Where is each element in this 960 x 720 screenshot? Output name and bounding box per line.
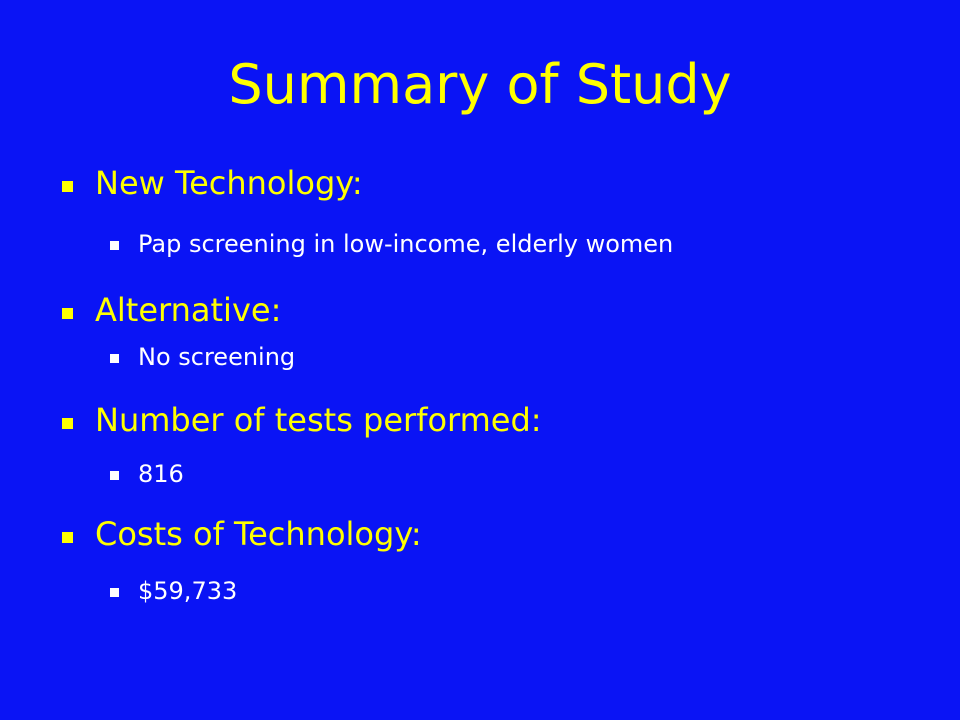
bullet-label: Costs of Technology: bbox=[95, 515, 422, 553]
square-bullet-icon bbox=[62, 181, 73, 192]
square-bullet-icon bbox=[110, 354, 119, 363]
slide-title: Summary of Study bbox=[228, 53, 732, 116]
square-bullet-icon bbox=[110, 588, 119, 597]
bullet-label: New Technology: bbox=[95, 164, 363, 202]
square-bullet-icon bbox=[62, 532, 73, 543]
sub-bullet-text: Pap screening in low-income, elderly women bbox=[138, 230, 674, 258]
square-bullet-icon bbox=[62, 418, 73, 429]
square-bullet-icon bbox=[110, 241, 119, 250]
sub-bullet-text: 816 bbox=[138, 460, 184, 488]
bullet-label: Alternative: bbox=[95, 291, 282, 329]
sub-bullet-text: No screening bbox=[138, 343, 296, 371]
square-bullet-icon bbox=[62, 308, 73, 319]
sub-bullet-text: $59,733 bbox=[138, 577, 238, 605]
square-bullet-icon bbox=[110, 471, 119, 480]
bullet-label: Number of tests performed: bbox=[95, 401, 542, 439]
